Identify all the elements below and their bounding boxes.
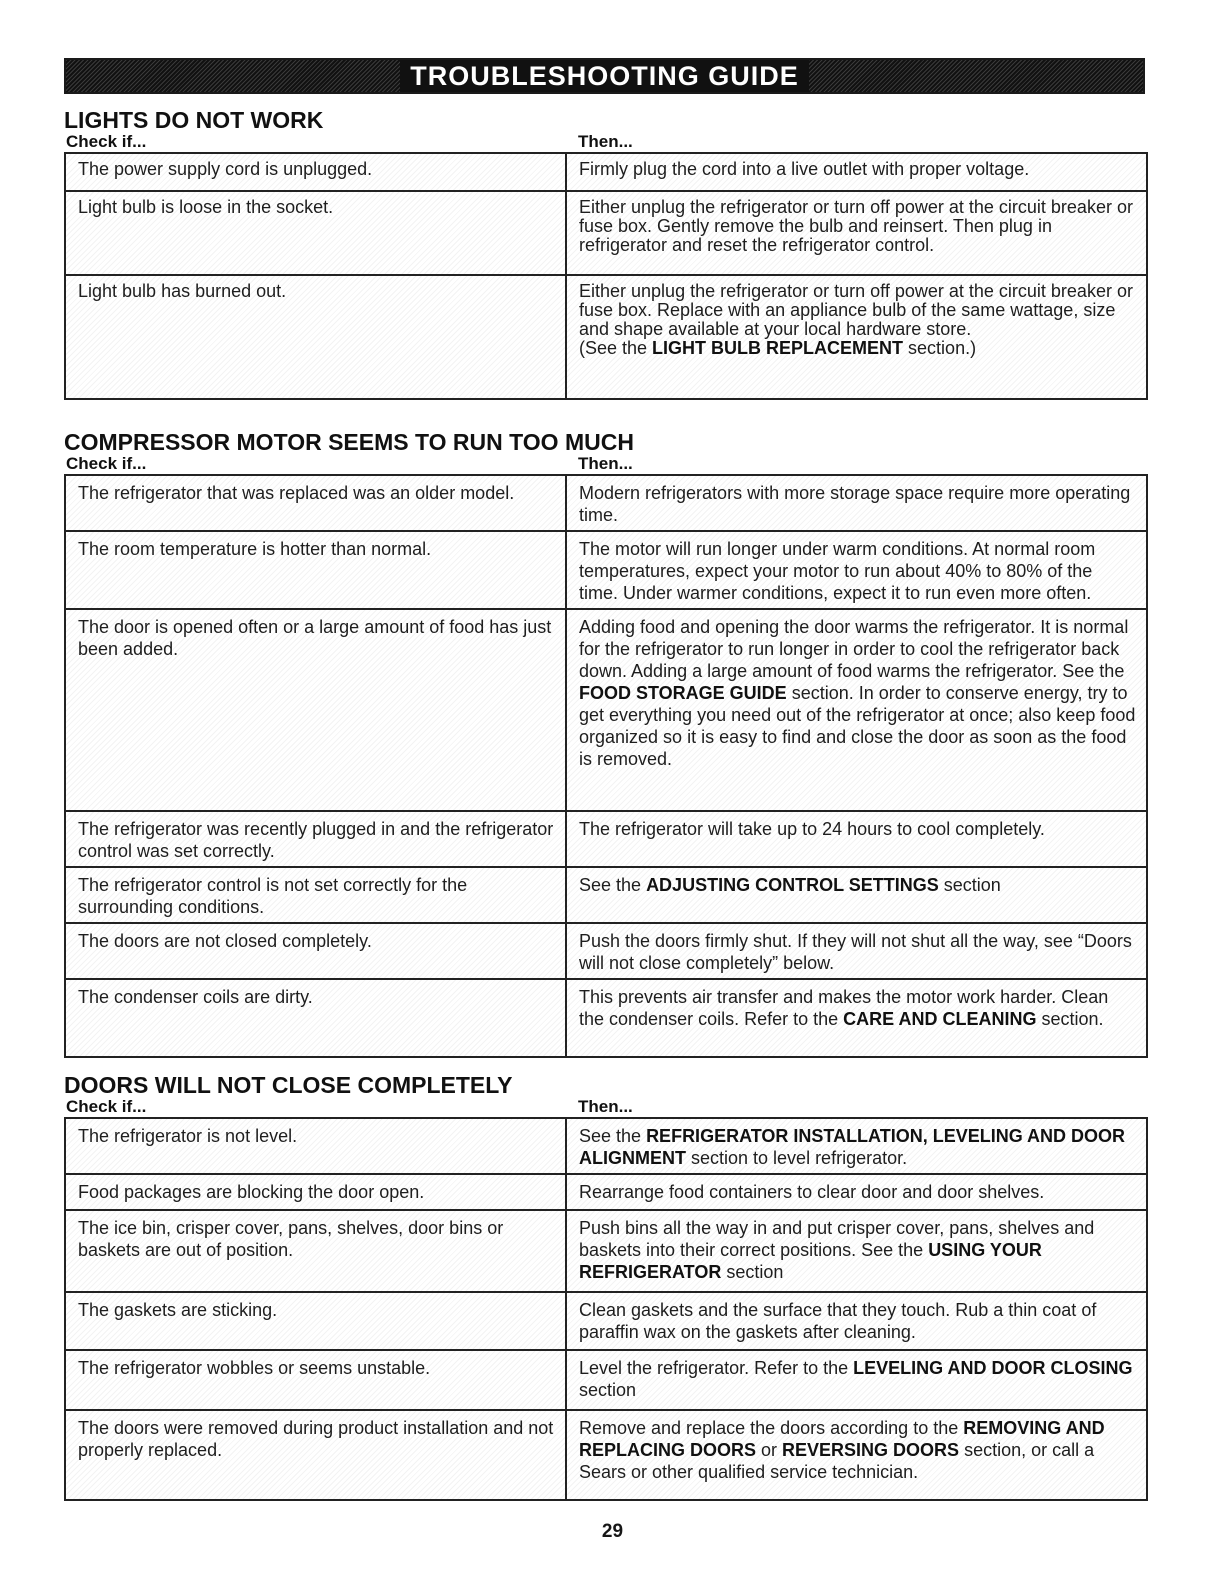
column-headers	[64, 1097, 1145, 1117]
then-cell	[566, 979, 1147, 1057]
check-cell: The door is opened often or a large amount of food has just been added.	[65, 609, 566, 811]
page	[64, 58, 1145, 94]
column-headers	[64, 132, 1145, 152]
check-cell: Food packages are blocking the door open.	[65, 1174, 566, 1210]
then-cell	[566, 1118, 1147, 1174]
then-cell: Modern refrigerators with more storage space require more operating time.	[566, 475, 1147, 531]
section-title: COMPRESSOR MOTOR SEEMS TO RUN TOO MUCH	[64, 429, 634, 455]
section-reference: LIGHT BULB REPLACEMENT	[652, 338, 904, 358]
then-text: section to level refrigerator.	[686, 1148, 908, 1168]
table-row	[65, 475, 1147, 531]
check-cell: The doors are not closed completely.	[65, 923, 566, 979]
check-header: Check if...	[66, 1097, 147, 1116]
section-title: DOORS WILL NOT CLOSE COMPLETELY	[64, 1072, 513, 1098]
table-row	[65, 923, 1147, 979]
then-cell: Rearrange food containers to clear door and door shelves.	[566, 1174, 1147, 1210]
table-row	[65, 153, 1147, 191]
troubleshooting-table	[64, 152, 1148, 400]
then-cell	[566, 867, 1147, 923]
then-header: Then...	[578, 454, 633, 473]
section-title: LIGHTS DO NOT WORK	[64, 107, 324, 133]
then-text: See the	[579, 1126, 647, 1146]
then-text: Level the refrigerator. Refer to the	[579, 1358, 854, 1378]
banner-title: TROUBLESHOOTING GUIDE	[400, 60, 809, 92]
check-cell: The ice bin, crisper cover, pans, shelves, door bins or baskets are out of position.	[65, 1210, 566, 1292]
then-header: Then...	[578, 132, 633, 151]
then-cell: Firmly plug the cord into a live outlet with proper voltage.	[566, 153, 1147, 191]
check-cell: Light bulb is loose in the socket.	[65, 191, 566, 275]
table-row	[65, 1210, 1147, 1292]
banner	[64, 58, 1145, 94]
table-row	[65, 1410, 1147, 1500]
check-cell: The refrigerator is not level.	[65, 1118, 566, 1174]
page-number: 29	[601, 1521, 624, 1542]
table-row	[65, 1118, 1147, 1174]
then-cell	[566, 1350, 1147, 1410]
then-text: Remove and replace the doors according to the	[579, 1418, 964, 1438]
then-text: See the	[579, 875, 647, 895]
section-lights	[64, 108, 1145, 400]
section-reference: ADJUSTING CONTROL SETTINGS	[646, 875, 939, 895]
section-reference: REVERSING DOORS	[782, 1440, 960, 1460]
then-text: This prevents air transfer and makes the motor work harder. Clean the condenser coils. Refer to the	[579, 987, 1109, 1029]
check-cell: The refrigerator control is not set correctly for the surrounding conditions.	[65, 867, 566, 923]
troubleshooting-table	[64, 474, 1148, 1058]
table-row	[65, 531, 1147, 609]
then-cell: Clean gaskets and the surface that they touch. Rub a thin coat of paraffin wax on the gaskets after cleaning.	[566, 1292, 1147, 1350]
note-text: (See the	[579, 338, 653, 358]
table-row	[65, 867, 1147, 923]
table-row	[65, 979, 1147, 1057]
troubleshooting-table	[64, 1117, 1148, 1501]
then-text: Push bins all the way in and put crisper cover, pans, shelves and baskets into their correct positions. See the	[579, 1218, 1095, 1260]
then-cell	[566, 275, 1147, 399]
then-cell	[566, 1410, 1147, 1500]
then-text: section	[938, 875, 1001, 895]
table-row	[65, 811, 1147, 867]
then-text: Either unplug the refrigerator or turn off power at the circuit breaker or fuse box. Gently remove the bulb and reinsert. Then plug in refrigerator and reset the refrigerator control.	[579, 197, 1133, 255]
then-cell	[566, 609, 1147, 811]
table-row	[65, 1350, 1147, 1410]
then-cell	[566, 1210, 1147, 1292]
section-doors	[64, 1073, 1145, 1501]
section-reference: CARE AND CLEANING	[843, 1009, 1037, 1029]
then-text: section	[721, 1262, 784, 1282]
check-cell: The condenser coils are dirty.	[65, 979, 566, 1057]
check-cell: The doors were removed during product installation and not properly replaced.	[65, 1410, 566, 1500]
then-text: or	[756, 1440, 783, 1460]
column-headers	[64, 454, 1145, 474]
table-row	[65, 609, 1147, 811]
table-row	[65, 191, 1147, 275]
check-cell: The gaskets are sticking.	[65, 1292, 566, 1350]
check-cell: The refrigerator was recently plugged in and the refrigerator control was set correctly.	[65, 811, 566, 867]
section-reference: LEVELING AND DOOR CLOSING	[853, 1358, 1133, 1378]
then-cell: Push the doors firmly shut. If they will not shut all the way, see “Doors will not close completely” below.	[566, 923, 1147, 979]
note-text: section.)	[903, 338, 977, 358]
table-row	[65, 1174, 1147, 1210]
check-cell: The power supply cord is unplugged.	[65, 153, 566, 191]
section-reference: USING YOUR REFRIGERATOR	[579, 1240, 1042, 1282]
then-text: section	[579, 1380, 637, 1400]
check-cell: The refrigerator wobbles or seems unstable.	[65, 1350, 566, 1410]
section-reference: REFRIGERATOR INSTALLATION, LEVELING AND DOOR ALIGNMENT	[579, 1126, 1126, 1168]
then-text: Adding food and opening the door warms the refrigerator. It is normal for the refrigerator to run longer in order to cool the refrigerator back down. Adding a large amount of food warms the refrigerator. See the	[579, 617, 1129, 681]
then-cell: The refrigerator will take up to 24 hours to cool completely.	[566, 811, 1147, 867]
table-row	[65, 1292, 1147, 1350]
then-cell	[566, 191, 1147, 275]
check-header: Check if...	[66, 454, 147, 473]
section-compressor	[64, 430, 1145, 1058]
check-header: Check if...	[66, 132, 147, 151]
then-header: Then...	[578, 1097, 633, 1116]
check-cell: The room temperature is hotter than normal.	[65, 531, 566, 609]
check-cell: Light bulb has burned out.	[65, 275, 566, 399]
then-text: Either unplug the refrigerator or turn off power at the circuit breaker or fuse box. Replace with an appliance bulb of the same wattage, size and shape available at your local hardware store.	[579, 281, 1133, 339]
section-reference: FOOD STORAGE GUIDE	[579, 683, 787, 703]
table-row	[65, 275, 1147, 399]
section-reference: REMOVING AND REPLACING DOORS	[579, 1418, 1105, 1460]
check-cell: The refrigerator that was replaced was an older model.	[65, 475, 566, 531]
then-text: section. In order to conserve energy, try to get everything you need out of the refrigerator at once; also keep food organized so it is easy to find and close the door as soon as the food is removed.	[579, 683, 1136, 769]
then-cell: The motor will run longer under warm conditions. At normal room temperatures, expect your motor to run about 40% to 80% of the time. Under warmer conditions, expect it to run even more often.	[566, 531, 1147, 609]
then-text: section, or call a Sears or other qualified service technician.	[579, 1440, 1095, 1482]
then-note	[579, 339, 1136, 358]
then-text: section.	[1036, 1009, 1104, 1029]
